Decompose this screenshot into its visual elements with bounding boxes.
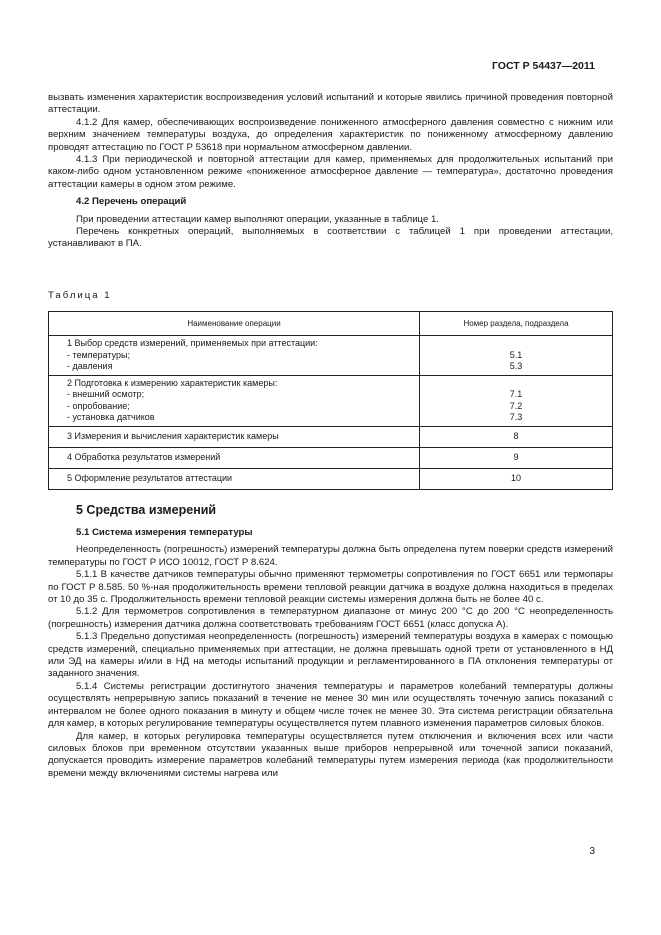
paragraph-4-1-3: 4.1.3 При периодической и повторной аттестации для камер, применяемых для продолжительных испытаний при каком-либо одном установленном режиме «пониженное атмосферное давление — температура», достаточно проведения аттестации камеры в одном этом режиме. <box>48 154 613 190</box>
operations-table <box>48 311 613 490</box>
table-row <box>49 468 613 489</box>
section-5-text-block <box>48 527 613 780</box>
cell-line: - установка датчиков <box>67 412 155 422</box>
cell-line: 1 Выбор средств измерений, применяемых при аттестации: <box>67 338 318 348</box>
cell-line: - опробование; <box>67 400 130 411</box>
section-5-1-heading: 5.1 Система измерения температуры <box>76 527 253 538</box>
section-5-heading: 5 Средства измерений <box>76 503 217 517</box>
table-row <box>49 375 613 426</box>
table-row <box>49 426 613 447</box>
paragraph: Для камер, в которых регулировка температуры осуществляется путем отключения и включения всех или части силовых блоков при временном отсутствии указанных выше приборов непрерывной или точечной записи показаний, допускается проводить измерение параметров колебаний температуры путем измерения периода (как продолжительности времени между включениями системы нагрева или <box>48 730 613 779</box>
operation-cell <box>49 336 420 376</box>
cell-line <box>424 338 608 350</box>
paragraph-5-1-1: 5.1.1 В качестве датчиков температуры обычно применяют термометры сопротивления по ГОСТ 6651 или термопары по ГОСТ Р 8.585. 50 %-ная продолжительность времени тепловой реакции датчика в воздухе должна находиться в пределах от 10 до 35 с. Продолжительность времени тепловой реакции системы измерения должна быть не более 40 с. <box>48 569 613 606</box>
paragraph-5-1-4: 5.1.4 Системы регистрации достигнутого значения температуры и параметров колебаний температуры должны осуществлять непрерывную запись показаний в течение не менее 30 мин или осуществлять точечную запись показаний с интервалом не более одного показания в минуту и общем числе точек не менее 30. Эта система регистрации обязательна для камер, в которых регулирование температуры осуществляется путем плавного изменения параметров силовых блоков. <box>48 680 613 730</box>
operation-cell: 4 Обработка результатов измерений <box>49 447 420 468</box>
cell-line: 7.2 <box>509 400 523 411</box>
paragraph: Перечень конкретных операций, выполняемых в соответствии с таблицей 1 при проведении аттестации, устанавливают в ПА. <box>48 226 613 250</box>
cell-line <box>424 378 608 390</box>
table-row <box>49 447 613 468</box>
table-caption: Таблица 1 <box>48 290 112 301</box>
standard-number: ГОСТ Р 54437—2011 <box>491 60 595 72</box>
section-cell <box>420 375 613 426</box>
top-text-block <box>48 92 613 251</box>
section-cell: 8 <box>420 426 613 447</box>
cell-line: - давления <box>67 361 113 371</box>
cell-line: 5.1 <box>509 349 523 360</box>
operation-cell: 3 Измерения и вычисления характеристик камеры <box>49 426 420 447</box>
paragraph-4-1-2: 4.1.2 Для камер, обеспечивающих воспроизведение пониженного атмосферного давления совместно с нижним или верхним значением температуры воздуха, до определения характеристик по пониженному атмосферному давлению проводят аттестацию по ГОСТ Р 53618 при нормальном атмосферном давлении. <box>48 116 613 153</box>
cell-line: 7.3 <box>509 412 523 422</box>
paragraph-5-1-2: 5.1.2 Для термометров сопротивления в температурном диапазоне от минус 200 °C до 200 °C неопределенность (погрешность) измерения датчика должна соответствовать требованиям ГОСТ 6651 (класс допуска А). <box>48 606 613 630</box>
paragraph: При проведении аттестации камер выполняют операции, указанные в таблице 1. <box>76 213 439 225</box>
table-header-section: Номер раздела, подраздела <box>420 312 613 336</box>
cell-line: - температуры; <box>67 349 130 360</box>
section-4-2-heading: 4.2 Перечень операций <box>76 196 187 208</box>
section-cell: 10 <box>420 468 613 489</box>
operation-cell <box>49 375 420 426</box>
section-cell <box>420 336 613 376</box>
section-cell: 9 <box>420 447 613 468</box>
cell-line: - внешний осмотр; <box>67 389 145 399</box>
operation-cell: 5 Оформление результатов аттестации <box>49 468 420 489</box>
cell-line: 7.1 <box>509 389 523 399</box>
page-number: 3 <box>589 846 595 857</box>
paragraph-5-1-3: 5.1.3 Предельно допустимая неопределенность (погрешность) измерений температуры воздуха в камерах с помощью средств измерений, специально применяемых при аттестации, не должна превышать одной трети от установленного в НД или ЭД на камеры и/или в НД на методы испытаний продукции и регламентированного в ПА отклонения температуры от заданного значения. <box>48 631 613 680</box>
paragraph: Неопределенность (погрешность) измерений температуры должна быть определена путем поверки средств измерений температуры по ГОСТ Р ИСО 10012, ГОСТ Р 8.624. <box>48 544 613 568</box>
cell-line: 2 Подготовка к измерению характеристик камеры: <box>67 377 278 388</box>
paragraph: вызвать изменения характеристик воспроизведения условий испытаний и которые явились причиной проведения повторной аттестации. <box>48 92 613 116</box>
table-row <box>49 336 613 376</box>
table-header-operation: Наименование операции <box>49 312 420 336</box>
cell-line: 5.3 <box>509 361 523 371</box>
